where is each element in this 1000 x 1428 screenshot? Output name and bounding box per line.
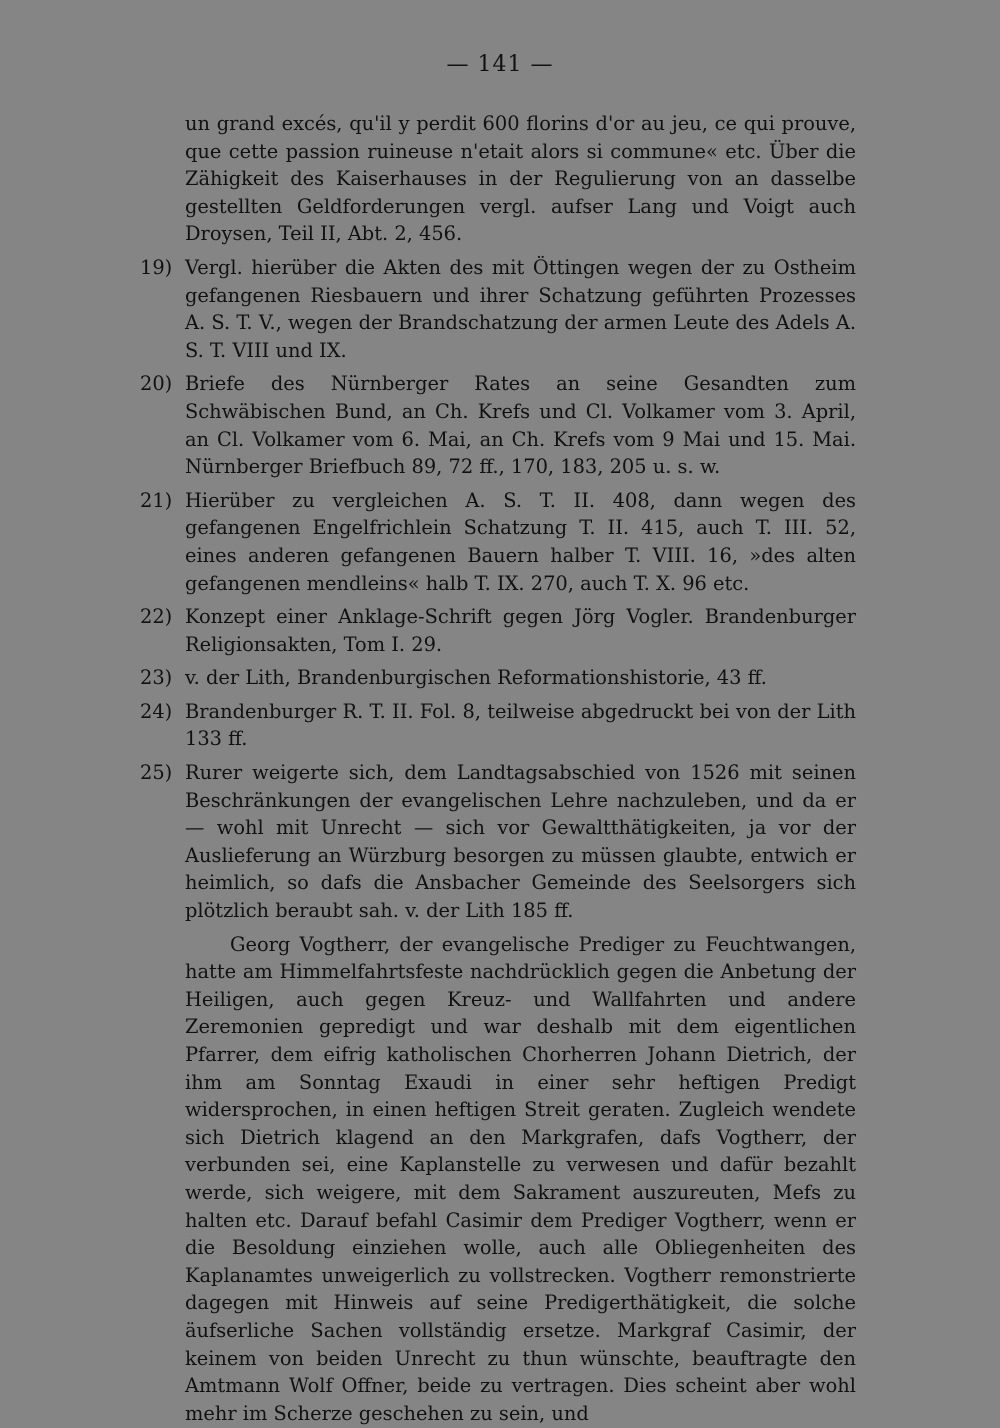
footnote-25 bbox=[140, 759, 856, 925]
footnote-text: Vergl. hierüber die Akten des mit Öttingen wegen der zu Ostheim gefangenen Riesbauern und ihrer Schatzung geführten Prozesses A. S. T. V., wegen der Brandschatzung der armen Leute des Adels A. S. T. VIII und IX. bbox=[185, 255, 856, 362]
footnote-number: 24) bbox=[140, 699, 173, 723]
footnote-23 bbox=[140, 664, 856, 692]
footnote-text: Konzept einer Anklage-Schrift gegen Jörg Vogler. Brandenburger Religionsakten, Tom I. 29. bbox=[185, 605, 856, 656]
footnote-21 bbox=[140, 487, 856, 597]
footnote-text: Briefe des Nürnberger Rates an seine Gesandten zum Schwäbischen Bund, an Ch. Krefs und Cl. Volkamer vom 3. April, an Cl. Volkamer vom 6. Mai, an Ch. Krefs vom 9 Mai und 15. Mai. Nürnberger Briefbuch 89, 72 ff., 170, 183, 205 u. s. w. bbox=[185, 372, 856, 479]
footnote-20 bbox=[140, 370, 856, 480]
body-paragraph: Georg Vogtherr, der evangelische Prediger zu Feuchtwangen, hatte am Himmelfahrtsfeste nachdrücklich gegen die Anbetung der Heiligen, auch gegen Kreuz- und Wallfahrten und andere Zeremonien gepredigt und war deshalb mit dem eigentlichen Pfarrer, dem eifrig katholischen Chorherren Johann Dietrich, der ihm am Sonntag Exaudi in einer sehr heftigen Predigt widersprochen, in einen heftigen Streit geraten. Zugleich wendete sich Dietrich klagend an den Markgrafen, dafs Vogtherr, der verbunden sei, eine Kaplanstelle zu verwesen und dafür bezahlt werde, sich weigere, mit dem Sakrament auszureuten, Mefs zu halten etc. Darauf befahl Casimir dem Prediger Vogtherr, wenn er die Besoldung einziehen wolle, auch alle Obliegenheiten des Kaplanamtes unweigerlich zu vollstrecken. Vogtherr remonstrierte dagegen mit Hinweis auf seine Predigerthätigkeit, die solche äufserliche Sachen vollständig ersetze. Markgraf Casimir, der keinem von beiden Unrecht zu thun wünschte, beauftragte den Amtmann Wolf Offner, beide zu vertragen. Dies scheint aber wohl mehr im Scherze geschehen zu sein, und bbox=[185, 932, 856, 1425]
footnote-number: 19) bbox=[140, 255, 173, 279]
footnote-24 bbox=[140, 698, 856, 753]
footnote-22 bbox=[140, 603, 856, 658]
footnote-text: v. der Lith, Brandenburgischen Reformationshistorie, 43 ff. bbox=[185, 666, 767, 690]
footnote-number: 22) bbox=[140, 605, 173, 629]
continuation-paragraph: un grand excés, qu'il y perdit 600 florins d'or au jeu, ce qui prouve, que cette passion ruineuse n'etait alors si commune« etc. Über die Zähigkeit des Kaiserhauses in der Regulierung von an dasselbe gestellten Geldforderungen vergl. aufser Lang und Voigt auch Droysen, Teil II, Abt. 2, 456. bbox=[185, 112, 856, 246]
page-number: — 141 — bbox=[446, 52, 554, 77]
footnote-number: 25) bbox=[140, 761, 173, 785]
footnote-19 bbox=[140, 254, 856, 364]
footnote-text: Hierüber zu vergleichen A. S. T. II. 408, dann wegen des gefangenen Engelfrichlein Schatzung T. II. 415, auch T. III. 52, eines anderen gefangenen Bauern halber T. VIII. 16, »des alten gefangenen mendleins« halb T. IX. 270, auch T. X. 96 etc. bbox=[185, 488, 856, 595]
footnote-number: 20) bbox=[140, 372, 173, 396]
footnote-text: Brandenburger R. T. II. Fol. 8, teilweise abgedruckt bei von der Lith 133 ff. bbox=[185, 699, 856, 751]
footnote-number: 23) bbox=[140, 666, 173, 690]
page-body bbox=[140, 110, 856, 1427]
footnote-text: Rurer weigerte sich, dem Landtagsabschied von 1526 mit seinen Beschränkungen der evangelischen Lehre nachzuleben, und da er — wohl mit Unrecht — sich vor Gewaltthätigkeiten, ja vor der Auslieferung an Würzburg besorgen zu müssen glaubte, entwich er heimlich, so dafs die Ansbacher Gemeinde des Seelsorgers sich plötzlich beraubt sah. v. der Lith 185 ff. bbox=[185, 761, 856, 923]
footnote-number: 21) bbox=[140, 488, 173, 512]
